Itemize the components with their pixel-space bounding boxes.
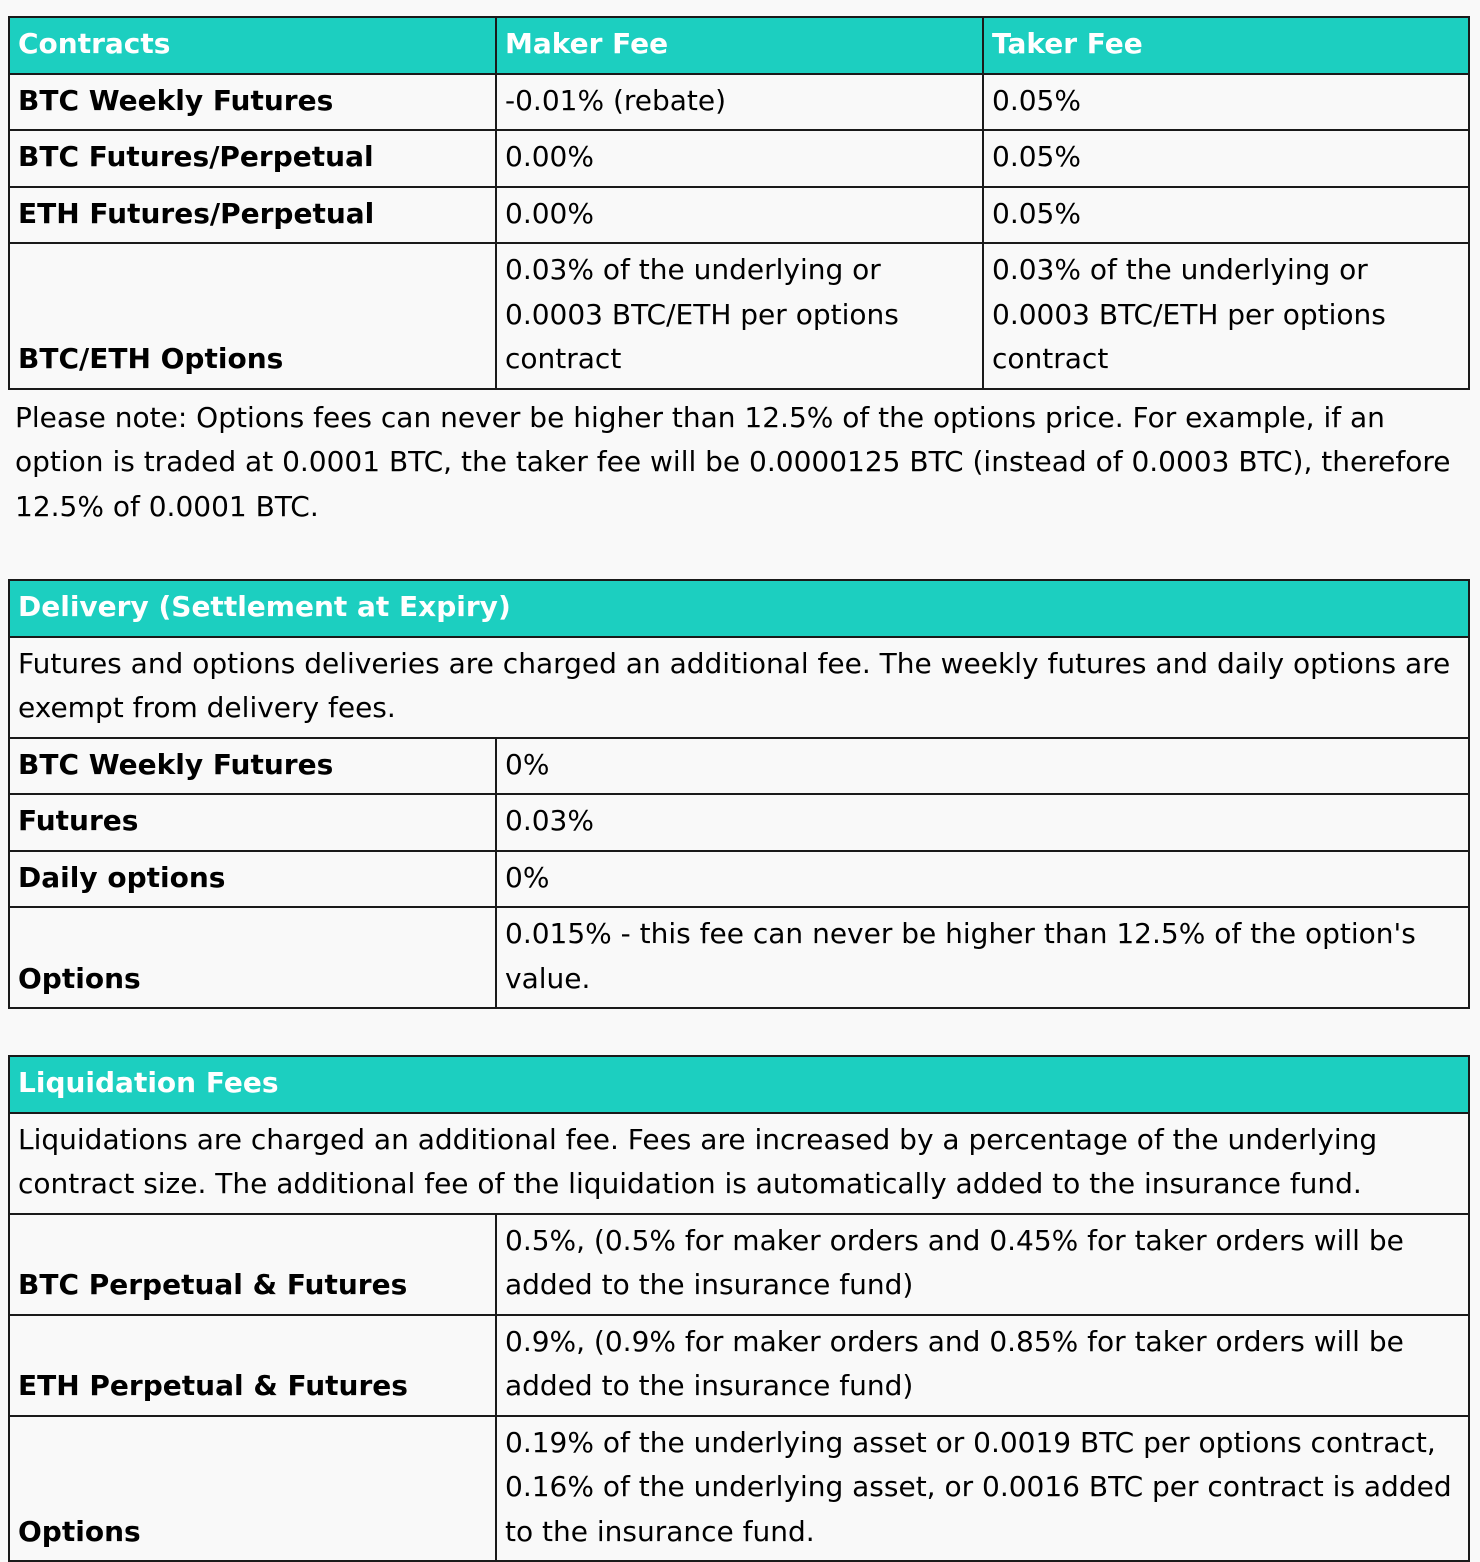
table-description-row	[9, 1113, 1469, 1214]
delivery-label: Daily options	[9, 851, 496, 908]
delivery-label: Options	[9, 907, 496, 1008]
header-taker-fee: Taker Fee	[983, 17, 1469, 74]
table-header-row	[9, 580, 1469, 637]
contract-name: BTC/ETH Options	[9, 243, 496, 389]
delivery-label: Futures	[9, 794, 496, 851]
contracts-fee-table	[8, 16, 1470, 390]
delivery-value: 0.015% - this fee can never be higher than 12.5% of the option's value.	[496, 907, 1469, 1008]
liquidation-fee-table	[8, 1055, 1470, 1562]
maker-fee-value: 0.03% of the underlying or 0.0003 BTC/ETH per options contract	[496, 243, 983, 389]
delivery-value: 0.03%	[496, 794, 1469, 851]
liquidation-label: ETH Perpetual & Futures	[9, 1315, 496, 1416]
liquidation-value: 0.19% of the underlying asset or 0.0019 BTC per options contract, 0.16% of the underlying asset, or 0.0016 BTC per contract is added to the insurance fund.	[496, 1416, 1469, 1562]
table-header-row	[9, 1056, 1469, 1113]
table-header-row	[9, 17, 1469, 74]
liquidation-label: BTC Perpetual & Futures	[9, 1214, 496, 1315]
table-row	[9, 1416, 1469, 1562]
contract-name: BTC Weekly Futures	[9, 74, 496, 131]
header-contracts: Contracts	[9, 17, 496, 74]
liquidation-label: Options	[9, 1416, 496, 1562]
delivery-fee-table	[8, 579, 1470, 1009]
table-row	[9, 243, 1469, 389]
taker-fee-value: 0.03% of the underlying or 0.0003 BTC/ETH per options contract	[983, 243, 1469, 389]
table-row	[9, 187, 1469, 244]
table-row	[9, 794, 1469, 851]
taker-fee-value: 0.05%	[983, 130, 1469, 187]
delivery-value: 0%	[496, 738, 1469, 795]
maker-fee-value: 0.00%	[496, 187, 983, 244]
header-maker-fee: Maker Fee	[496, 17, 983, 74]
options-fee-note: Please note: Options fees can never be higher than 12.5% of the options price. For example, if an option is traded at 0.0001 BTC, the taker fee will be 0.0000125 BTC (instead of 0.0003 BTC), therefore 12.5% of 0.0001 BTC.	[15, 400, 1451, 523]
table-row	[9, 1214, 1469, 1315]
table-row	[9, 738, 1469, 795]
table-row	[9, 907, 1469, 1008]
liquidation-value: 0.5%, (0.5% for maker orders and 0.45% for taker orders will be added to the insurance fund)	[496, 1214, 1469, 1315]
fee-schedule	[8, 16, 1468, 1562]
table-row	[9, 1315, 1469, 1416]
delivery-value: 0%	[496, 851, 1469, 908]
table-row	[9, 130, 1469, 187]
header-delivery: Delivery (Settlement at Expiry)	[9, 580, 1469, 637]
taker-fee-value: 0.05%	[983, 74, 1469, 131]
maker-fee-value: -0.01% (rebate)	[496, 74, 983, 131]
table-row	[9, 851, 1469, 908]
maker-fee-value: 0.00%	[496, 130, 983, 187]
contract-name: BTC Futures/Perpetual	[9, 130, 496, 187]
delivery-label: BTC Weekly Futures	[9, 738, 496, 795]
header-liquidation: Liquidation Fees	[9, 1056, 1469, 1113]
table-description-row	[9, 637, 1469, 738]
delivery-description: Futures and options deliveries are charged an additional fee. The weekly futures and daily options are exempt from delivery fees.	[9, 637, 1469, 738]
taker-fee-value: 0.05%	[983, 187, 1469, 244]
liquidation-description: Liquidations are charged an additional fee. Fees are increased by a percentage of the underlying contract size. The additional fee of the liquidation is automatically added to the insurance fund.	[9, 1113, 1469, 1214]
table-row	[9, 74, 1469, 131]
contract-name: ETH Futures/Perpetual	[9, 187, 496, 244]
liquidation-value: 0.9%, (0.9% for maker orders and 0.85% for taker orders will be added to the insurance fund)	[496, 1315, 1469, 1416]
